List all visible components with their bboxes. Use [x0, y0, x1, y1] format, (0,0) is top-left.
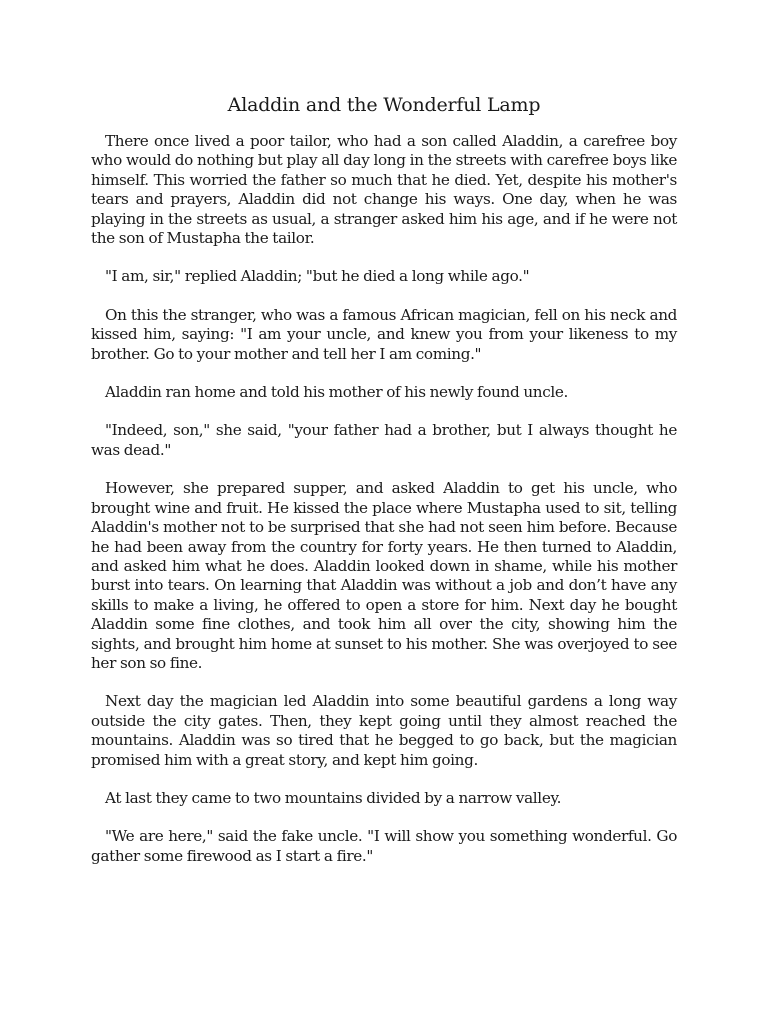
paragraph-1: There once lived a poor tailor, who had a son called Aladdin, a carefree boy who would do nothing but play all day long in the streets with carefree boys like himself. This worried the father so much that he died. Yet, despite his mother's tears and prayers, Aladdin did not change his ways. One day, when he was playing in the streets as usual, a stranger asked him his age, and if he were not the son of Mustapha the tailor. — [91, 132, 677, 248]
paragraph-7: Next day the magician led Aladdin into some beautiful gardens a long way outside the city gates. Then, they kept going until they almost reached the mountains. Aladdin was so tired that he begged to go back, but the magician promised him with a great story, and kept him going. — [91, 692, 677, 769]
paragraph-3: On this the stranger, who was a famous African magician, fell on his neck and kissed him, saying: "I am your uncle, and knew you from your likeness to my brother. Go to your mother and tell her I am coming." — [91, 305, 677, 363]
document-page — [91, 93, 677, 885]
paragraph-8: At last they came to two mountains divided by a narrow valley. — [105, 788, 562, 807]
paragraph-2: "I am, sir," replied Aladdin; "but he died a long while ago." — [105, 267, 530, 286]
paragraph-4: Aladdin ran home and told his mother of his newly found uncle. — [105, 383, 568, 402]
paragraph-6: However, she prepared supper, and asked Aladdin to get his uncle, who brought wine and fruit. He kissed the place where Mustapha used to sit, telling Aladdin's mother not to be surprised that she had not seen him before. Because he had been away from the country for forty years. He then turned to Aladdin, and asked him what he does. Aladdin looked down in shame, while his mother burst into tears. On learning that Aladdin was without a job and don’t have any skills to make a living, he offered to open a store for him. Next day he bought Aladdin some fine clothes, and took him all over the city, showing him the sights, and brought him home at sunset to his mother. She was overjoyed to see her son so fine. — [91, 479, 677, 672]
paragraph-5: "Indeed, son," she said, "your father had a brother, but I always thought he was dead." — [91, 421, 677, 459]
paragraph-9: "We are here," said the fake uncle. "I will show you something wonderful. Go gather some firewood as I start a fire." — [91, 827, 677, 865]
document-title: Aladdin and the Wonderful Lamp — [227, 94, 541, 116]
